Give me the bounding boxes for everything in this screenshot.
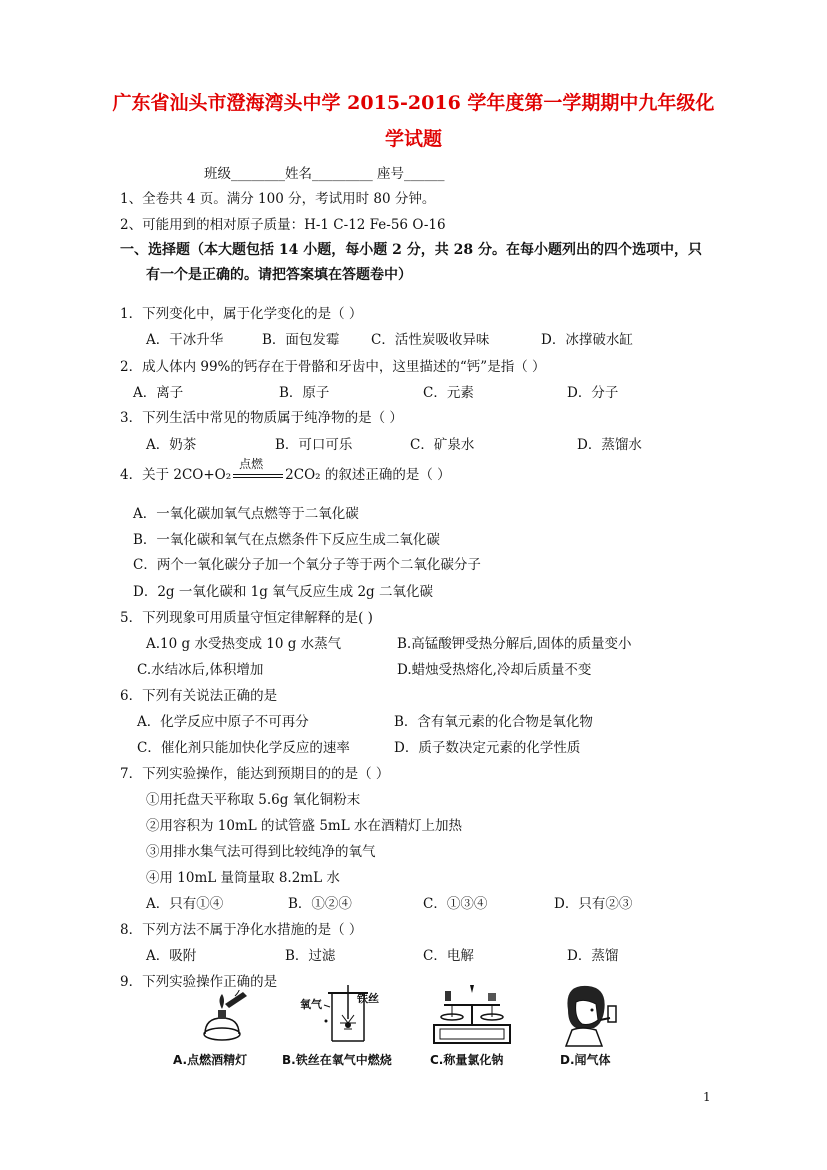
q7-option-a: A．只有①④ — [146, 896, 224, 912]
q9-caption-d: D.闻气体 — [560, 1053, 611, 1067]
equation-arrow — [233, 457, 283, 483]
q8-option-c: C．电解 — [423, 948, 474, 964]
q7-item-1: ①用托盘天平称取 5.6g 氧化铜粉末 — [146, 792, 361, 808]
q7-item-3: ③用排水集气法可得到比较纯净的氧气 — [146, 844, 376, 860]
gas-jar-illustration — [318, 985, 378, 1047]
q1-option-b: B．面包发霉 — [262, 332, 340, 348]
q2-option-b: B．原子 — [279, 385, 330, 401]
q9-caption-c: C.称量氯化钠 — [430, 1053, 504, 1067]
equation-suffix: 2CO₂ 的叙述正确的是（ ） — [285, 467, 451, 483]
q6-option-c: C．催化剂只能加快化学反应的速率 — [137, 740, 350, 756]
q5-option-c: C.水结冰后,体积增加 — [137, 662, 264, 678]
q1-option-d: D．冰撑破水缸 — [541, 332, 633, 348]
q5-option-b: B.高锰酸钾受热分解后,固体的质量变小 — [397, 636, 632, 652]
q8-option-a: A．吸附 — [146, 948, 197, 964]
iron-wire-label: 铁丝 — [357, 992, 379, 1005]
q1-option-c: C．活性炭吸收异味 — [371, 332, 490, 348]
q7-option-c: C．①③④ — [423, 896, 488, 912]
page-title-line2: 学试题 — [384, 128, 442, 150]
q8-option-b: B．过滤 — [285, 948, 336, 964]
page-number: 1 — [703, 1090, 711, 1104]
student-info: 班级________姓名_________ 座号______ — [204, 166, 445, 182]
q2-option-a: A．离子 — [133, 385, 184, 401]
q3-option-a: A．奶茶 — [146, 437, 197, 453]
oxygen-label: 氧气 — [300, 998, 322, 1011]
q4-stem — [120, 457, 451, 483]
q5-stem: 5．下列现象可用质量守恒定律解释的是( ) — [120, 610, 373, 626]
q2-option-d: D．分子 — [567, 385, 619, 401]
section-heading-line1: 一、选择题（本大题包括 14 小题，每小题 2 分，共 28 分。在每小题列出的四个选项中，只 — [120, 242, 702, 258]
q8-option-d: D．蒸馏 — [567, 948, 619, 964]
chemical-equation — [120, 457, 451, 483]
balance-illustration — [430, 983, 514, 1047]
q4-option-a: A．一氧化碳加氧气点燃等于二氧化碳 — [133, 506, 359, 522]
alcohol-lamp-illustration — [195, 990, 253, 1045]
smelling-gas-illustration — [556, 980, 624, 1048]
q7-item-2: ②用容积为 10mL 的试管盛 5mL 水在酒精灯上加热 — [146, 818, 462, 834]
q6-option-d: D．质子数决定元素的化学性质 — [394, 740, 581, 756]
q7-option-b: B．①②④ — [288, 896, 352, 912]
q6-option-b: B．含有氧元素的化合物是氧化物 — [394, 714, 593, 730]
equation-condition: 点燃 — [239, 457, 264, 471]
q9-caption-a: A.点燃酒精灯 — [173, 1053, 248, 1067]
q5-option-d: D.蜡烛受热熔化,冷却后质量不变 — [397, 662, 592, 678]
q3-option-c: C．矿泉水 — [410, 437, 475, 453]
q3-option-d: D．蒸馏水 — [577, 437, 642, 453]
note-2: 2、可能用到的相对原子质量：H-1 C-12 Fe-56 O-16 — [120, 217, 446, 233]
note-1: 1、全卷共 4 页。满分 100 分，考试用时 80 分钟。 — [120, 191, 436, 207]
q6-stem: 6．下列有关说法正确的是 — [120, 688, 278, 704]
q3-stem: 3．下列生活中常见的物质属于纯净物的是（ ） — [120, 410, 403, 426]
q5-option-a: A.10 g 水受热变成 10 g 水蒸气 — [146, 636, 342, 652]
q4-option-c: C．两个一氧化碳分子加一个氧分子等于两个二氧化碳分子 — [133, 557, 481, 573]
q3-option-b: B．可口可乐 — [275, 437, 353, 453]
q4-option-d: D．2g 一氧化碳和 1g 氧气反应生成 2g 二氧化碳 — [133, 584, 433, 600]
q8-stem: 8．下列方法不属于净化水措施的是（ ） — [120, 922, 363, 938]
q9-stem: 9．下列实验操作正确的是 — [120, 974, 278, 990]
q9-caption-b: B.铁丝在氧气中燃烧 — [282, 1053, 392, 1067]
section-heading-line2: 有一个是正确的。请把答案填在答题卷中） — [146, 267, 412, 283]
q7-option-d: D．只有②③ — [554, 896, 633, 912]
q2-option-c: C．元素 — [423, 385, 474, 401]
equation-prefix: 4．关于 2CO+O₂ — [120, 467, 232, 483]
q1-option-a: A．干冰升华 — [146, 332, 224, 348]
q7-item-4: ④用 10mL 量筒量取 8.2mL 水 — [146, 870, 340, 886]
page-title-line1: 广东省汕头市澄海湾头中学 2015-2016 学年度第一学期期中九年级化 — [112, 92, 715, 114]
q6-option-a: A．化学反应中原子不可再分 — [137, 714, 309, 730]
q2-stem: 2．成人体内 99%的钙存在于骨骼和牙齿中，这里描述的“钙”是指（ ） — [120, 359, 546, 375]
q4-option-b: B．一氧化碳和氧气在点燃条件下反应生成二氧化碳 — [133, 532, 440, 548]
q7-stem: 7．下列实验操作，能达到预期目的的是（ ） — [120, 766, 390, 782]
q1-stem: 1．下列变化中，属于化学变化的是（ ） — [120, 306, 363, 322]
